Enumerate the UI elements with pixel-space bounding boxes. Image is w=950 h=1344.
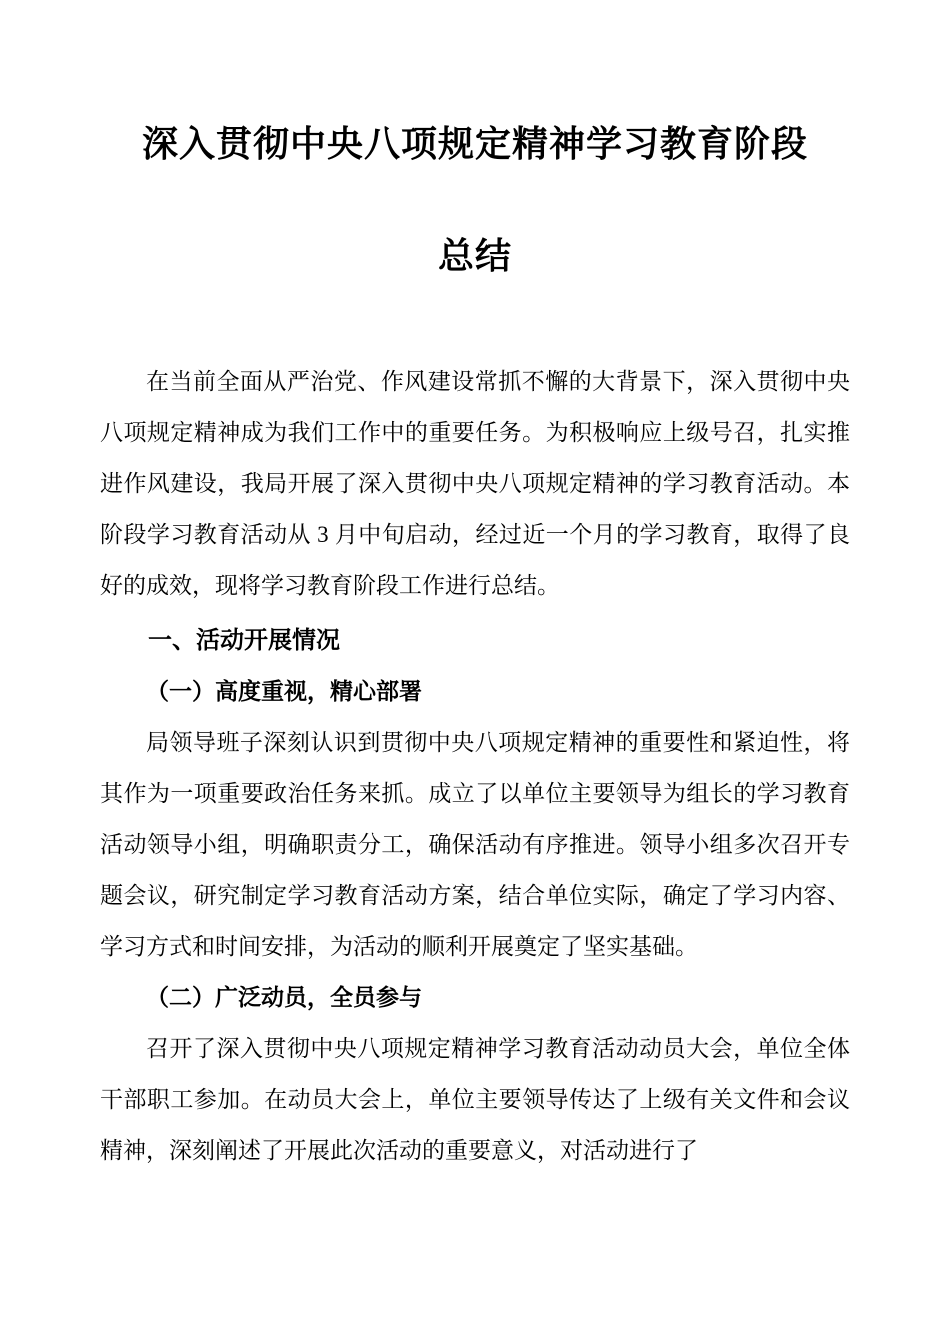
section-1-heading: 一、活动开展情况	[148, 627, 340, 654]
sub-section-2-paragraph: 召开了深入贯彻中央八项规定精神学习教育活动动员大会，单位全体干部职工参加。在动员大会上，单位主要领导传达了上级有关文件和会议精神，深刻阐述了开展此次活动的重要意义，对活动进行了	[100, 1036, 850, 1163]
sub-section-1-paragraph: 局领导班子深刻认识到贯彻中央八项规定精神的重要性和紧迫性，将其作为一项重要政治任务来抓。成立了以单位主要领导为组长的学习教育活动领导小组，明确职责分工，确保活动有序推进。领导小组多次召开专题会议，研究制定学习教育活动方案，结合单位实际，确定了学习内容、学习方式和时间安排，为活动的顺利开展奠定了坚实基础。	[100, 730, 850, 959]
sub-heading-2: （二）广泛动员，全员参与	[146, 985, 422, 1010]
document-title-line-1: 深入贯彻中央八项规定精神学习教育阶段	[141, 124, 808, 164]
document-title	[100, 88, 850, 312]
intro-paragraph: 在当前全面从严治党、作风建设常抓不懈的大背景下，深入贯彻中央八项规定精神成为我们工作中的重要任务。为积极响应上级号召，扎实推进作风建设，我局开展了深入贯彻中央八项规定精神的学习教育活动。本阶段学习教育活动从 3 月中旬启动，经过近一个月的学习教育，取得了良好的成效，现将学习教育阶段工作进行总结。	[100, 369, 850, 598]
sub-heading-1: （一）高度重视，精心部署	[146, 679, 422, 704]
document-title-line-2: 总结	[437, 236, 512, 276]
